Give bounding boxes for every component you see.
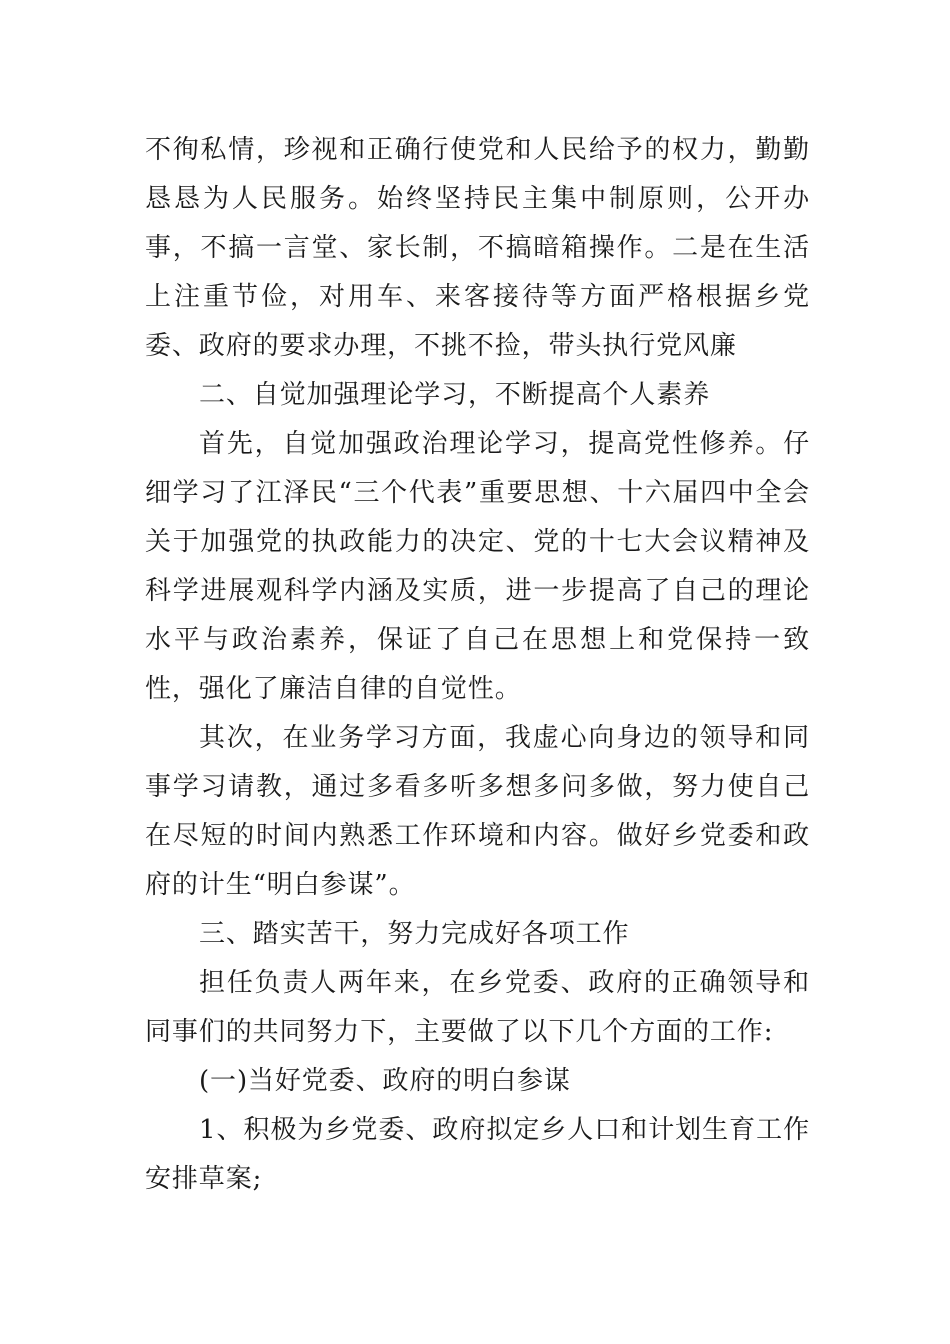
section-heading-3: 三、踏实苦干，努力完成好各项工作: [199, 919, 630, 949]
paragraph-continuation: 不徇私情，珍视和正确行使党和人民给予的权力，勤勤恳恳为人民服务。始终坚持民主集中制原则，公开办事，不搞一言堂、家长制，不搞暗箱操作。二是在生活上注重节俭，对用车、来客接待等方面严格根据乡党委、政府的要求办理，不挑不捡，带头执行党风廉: [145, 135, 810, 361]
section-heading-2: 二、自觉加强理论学习，不断提高个人素养: [199, 380, 711, 410]
paragraph-business-study: 其次，在业务学习方面，我虚心向身边的领导和同事学习请教，通过多看多听多想多问多做，努力使自己在尽短的时间内熟悉工作环境和内容。做好乡党委和政府的计生“明白参谋”。: [145, 723, 810, 900]
list-item-1: 1、积极为乡党委、政府拟定乡人口和计划生育工作安排草案;: [145, 1115, 810, 1194]
paragraph-work-summary: 担任负责人两年来，在乡党委、政府的正确领导和同事们的共同努力下，主要做了以下几个方面的工作:: [145, 968, 810, 1047]
document-body: [145, 126, 810, 1204]
subsection-heading-1: (一)当好党委、政府的明白参谋: [199, 1066, 571, 1096]
paragraph-theory-study: 首先，自觉加强政治理论学习，提高党性修养。仔细学习了江泽民“三个代表”重要思想、十六届四中全会关于加强党的执政能力的决定、党的十七大会议精神及科学进展观科学内涵及实质，进一步提高了自己的理论水平与政治素养，保证了自己在思想上和党保持一致性，强化了廉洁自律的自觉性。: [145, 429, 810, 704]
